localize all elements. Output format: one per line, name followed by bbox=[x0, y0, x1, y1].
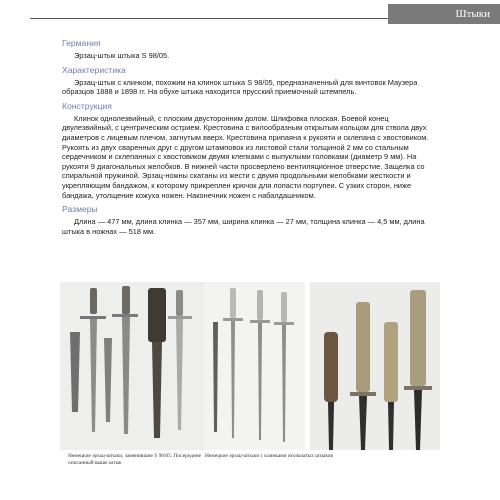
heading-construction: Конструкция bbox=[62, 100, 112, 111]
text-dimensions: Длина — 477 мм, длина клинка — 357 мм, ширина клинка — 27 мм, толщина клинка — 4,5 мм, длина штыка в ножнах — 518 мм. bbox=[62, 217, 425, 236]
caption-right: Немецкие эрзац-штыки с клинками игольчатых штыков bbox=[205, 453, 333, 459]
photo-needle-bayonets bbox=[205, 282, 305, 450]
photo-bayonets-left bbox=[60, 282, 205, 450]
photo-sawback-bayonets bbox=[310, 282, 440, 450]
text-characteristics: Эрзац-штык с клинком, похожим на клинок штыка S 98/05, предназначенный для винтовок Маузера образцов 1888 и 1898 гг. На обухе штыка находится прусский приемочный штемпель. bbox=[62, 77, 418, 97]
bayonets-left-image bbox=[60, 282, 205, 450]
text-germany: Эрзац-штык штыка S 98/05. bbox=[74, 51, 170, 60]
article-body bbox=[62, 38, 434, 240]
text-construction: Клинок однолезвийный, с плоским двусторонним долом. Шлифовка плоская. Боевой конец двулезвийный, с центрическим острием. Крестовина с вилообразным открытым кольцом для ствола двух диаметров с лицевым плечом, загнутым вверх. Крестовина припаяна к рукояти и склепана с хвостовиком. Рукоять из двух сваренных друг с другом штамповок из листовой стали толщиной 2 мм со стальным сердечником и склепанных с хвостовиком двумя клепками с выпуклыми головками (диаметр 9 мм). На рукояти 9 диагональных желобков. В нижней части просверлено вентиляционное отверстие. Защелка со спиральной пружиной. Эрзац-ножны скатаны из жести с двумя продольными желобками жесткости и укрепляющим бандажом, к которому прикреплен крючок для лопасти портупеи. С узких сторон, ниже бандажа, утолщение кожуха ножен. Наконечник ножен с набалдашником. bbox=[62, 113, 429, 200]
heading-characteristics: Характеристика bbox=[62, 64, 126, 75]
needle-bayonets-image bbox=[205, 282, 305, 450]
caption-left: Немецкие эрзац-штыки, заменившие S 98/05. Посередине описанный выше штык bbox=[68, 453, 202, 466]
photo-strip bbox=[60, 282, 440, 450]
page-header bbox=[0, 0, 500, 26]
section-title-tab: Штыки bbox=[388, 4, 500, 24]
heading-dimensions: Размеры bbox=[62, 204, 98, 215]
heading-germany: Германия bbox=[62, 38, 101, 48]
sawback-bayonets-image bbox=[310, 282, 440, 450]
